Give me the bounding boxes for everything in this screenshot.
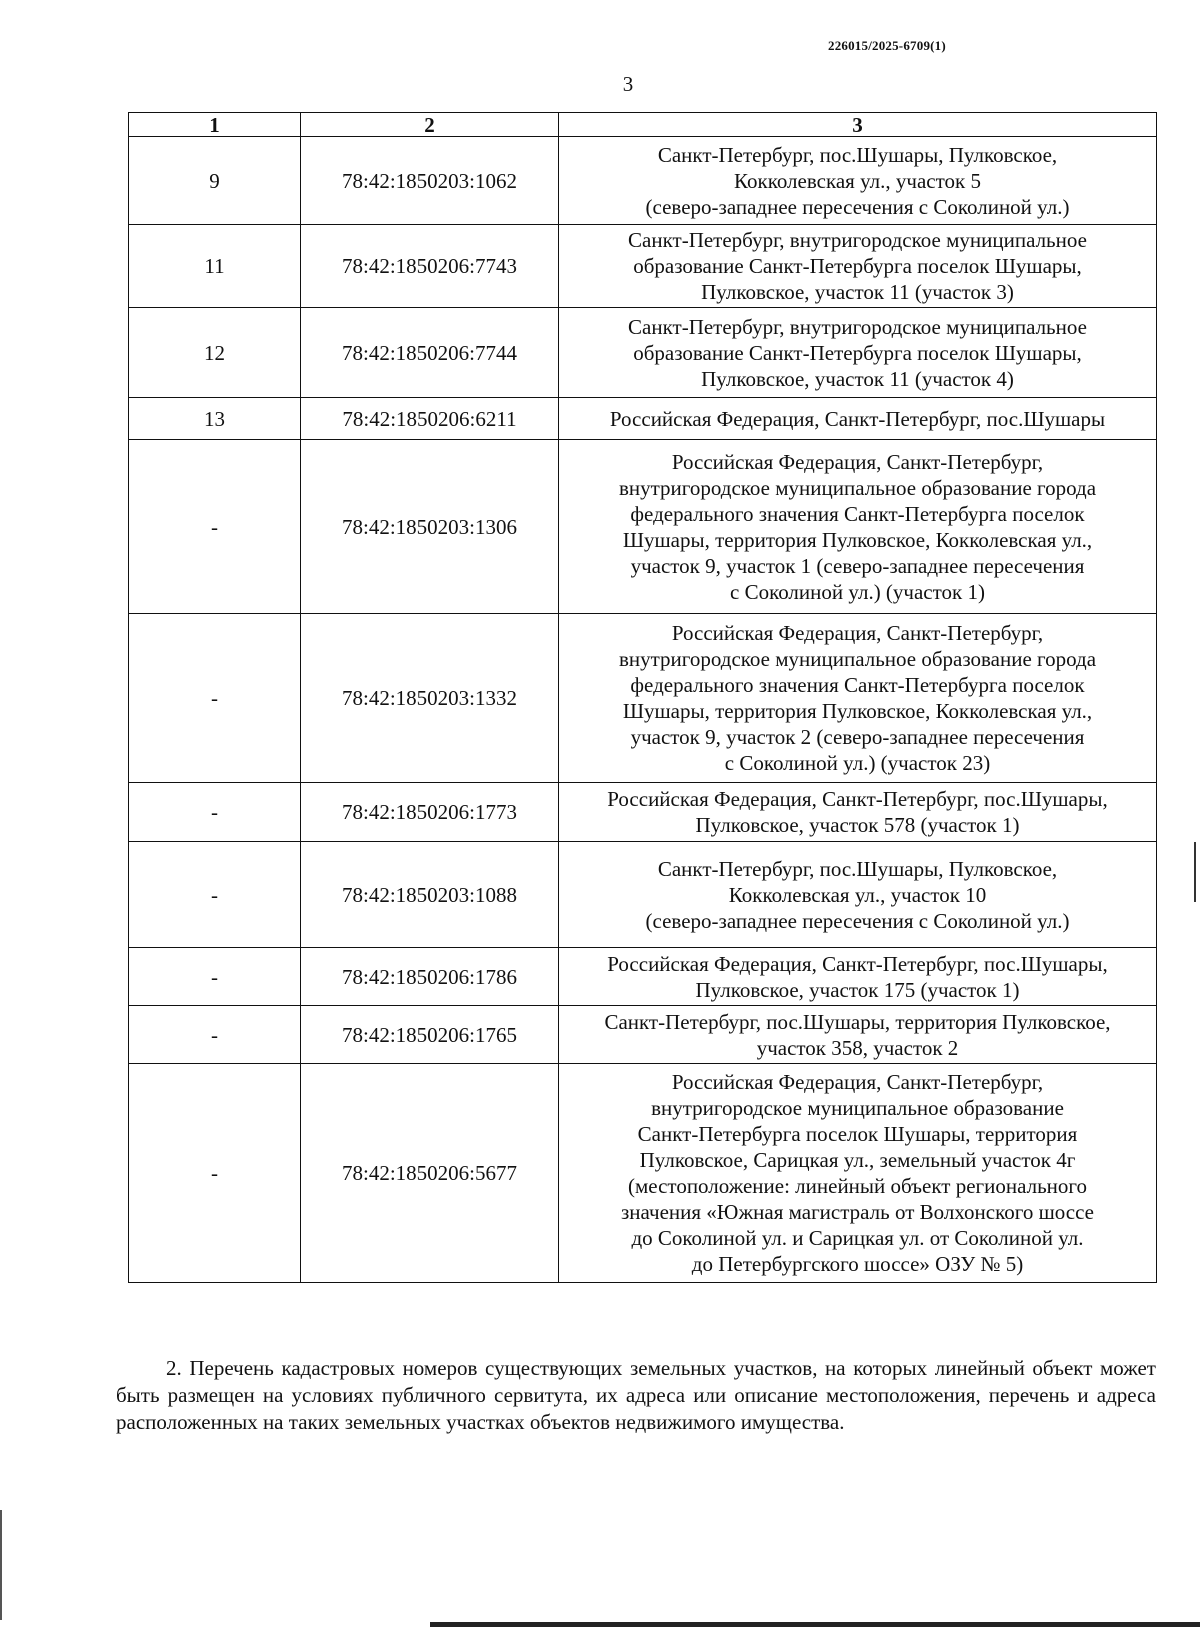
address-cell: Российская Федерация, Санкт-Петербург, внутригородское муниципальное образование города федерального значения Санкт-Петербурга поселок Шушары, территория Пулковское, Кокколевская ул., участок 9, участок 1 (северо-западнее пересечения с Соколиной ул.) (участок 1) <box>559 440 1157 614</box>
row-number-cell: - <box>129 783 301 842</box>
table-row <box>129 783 1157 842</box>
address-cell: Санкт-Петербург, внутригородское муниципальное образование Санкт-Петербурга поселок Шушары, Пулковское, участок 11 (участок 3) <box>559 225 1157 308</box>
section-2-paragraph: 2. Перечень кадастровых номеров существующих земельных участков, на которых линейный объект может быть размещен на условиях публичного сервитута, их адреса или описание местоположения, перечень и адреса расположенных на таких земельных участках объектов недвижимого имущества. <box>116 1356 1156 1434</box>
address-cell: Санкт-Петербург, пос.Шушары, Пулковское, Кокколевская ул., участок 10 (северо-западнее пересечения с Соколиной ул.) <box>559 842 1157 948</box>
address-cell: Российская Федерация, Санкт-Петербург, внутригородское муниципальное образование города федерального значения Санкт-Петербурга поселок Шушары, территория Пулковское, Кокколевская ул., участок 9, участок 2 (северо-западнее пересечения с Соколиной ул.) (участок 23) <box>559 614 1157 783</box>
column-header-1: 1 <box>129 113 301 137</box>
address-cell: Санкт-Петербург, пос.Шушары, Пулковское, Кокколевская ул., участок 5 (северо-западнее пересечения с Соколиной ул.) <box>559 137 1157 225</box>
row-number-cell: 12 <box>129 308 301 398</box>
cadastral-number-cell: 78:42:1850206:7744 <box>301 308 559 398</box>
table-row <box>129 1064 1157 1283</box>
table-row <box>129 398 1157 440</box>
column-header-2: 2 <box>301 113 559 137</box>
row-number-cell: 13 <box>129 398 301 440</box>
address-cell: Российская Федерация, Санкт-Петербург, пос.Шушары <box>559 398 1157 440</box>
row-number-cell: 9 <box>129 137 301 225</box>
table-row <box>129 308 1157 398</box>
cadastral-number-cell: 78:42:1850206:7743 <box>301 225 559 308</box>
row-number-cell: 11 <box>129 225 301 308</box>
cadastral-number-cell: 78:42:1850206:1773 <box>301 783 559 842</box>
column-header-3: 3 <box>559 113 1157 137</box>
address-cell: Российская Федерация, Санкт-Петербург, внутригородское муниципальное образование Санкт-Петербурга поселок Шушары, территория Пулковское, Сарицкая ул., земельный участок 4г (местоположение: линейный объект регионального значения «Южная магистраль от Волхонского шоссе до Соколиной ул. и Сарицкая ул. от Соколиной ул. до Петербургского шоссе» ОЗУ № 5) <box>559 1064 1157 1283</box>
row-number-cell: - <box>129 1006 301 1064</box>
address-cell: Российская Федерация, Санкт-Петербург, пос.Шушары, Пулковское, участок 578 (участок 1) <box>559 783 1157 842</box>
cadastral-number-cell: 78:42:1850203:1306 <box>301 440 559 614</box>
table-row <box>129 1006 1157 1064</box>
address-cell: Санкт-Петербург, пос.Шушары, территория Пулковское, участок 358, участок 2 <box>559 1006 1157 1064</box>
cadastral-number-cell: 78:42:1850203:1062 <box>301 137 559 225</box>
row-number-cell: - <box>129 1064 301 1283</box>
table-header <box>129 113 1157 137</box>
row-number-cell: - <box>129 842 301 948</box>
cadastral-number-cell: 78:42:1850206:1765 <box>301 1006 559 1064</box>
cadastral-number-cell: 78:42:1850206:1786 <box>301 948 559 1006</box>
page-number: 3 <box>622 72 634 96</box>
table-header-row <box>129 113 1157 137</box>
address-cell: Санкт-Петербург, внутригородское муниципальное образование Санкт-Петербурга поселок Шушары, Пулковское, участок 11 (участок 4) <box>559 308 1157 398</box>
row-number-cell: - <box>129 440 301 614</box>
table-row <box>129 842 1157 948</box>
address-cell: Российская Федерация, Санкт-Петербург, пос.Шушары, Пулковское, участок 175 (участок 1) <box>559 948 1157 1006</box>
table-row <box>129 614 1157 783</box>
table-row <box>129 440 1157 614</box>
table-row <box>129 948 1157 1006</box>
cadastral-number-cell: 78:42:1850203:1088 <box>301 842 559 948</box>
table-row <box>129 137 1157 225</box>
cadastral-number-cell: 78:42:1850206:5677 <box>301 1064 559 1283</box>
scan-edge-mark <box>0 1510 2 1620</box>
table-body <box>129 137 1157 1283</box>
cadastral-number-cell: 78:42:1850203:1332 <box>301 614 559 783</box>
document-number: 226015/2025-6709(1) <box>828 38 946 53</box>
row-number-cell: - <box>129 614 301 783</box>
table-row <box>129 225 1157 308</box>
scan-edge-mark <box>1194 842 1196 902</box>
row-number-cell: - <box>129 948 301 1006</box>
cadastral-number-cell: 78:42:1850206:6211 <box>301 398 559 440</box>
parcels-table <box>128 112 1157 1283</box>
scan-bottom-edge <box>430 1622 1200 1627</box>
